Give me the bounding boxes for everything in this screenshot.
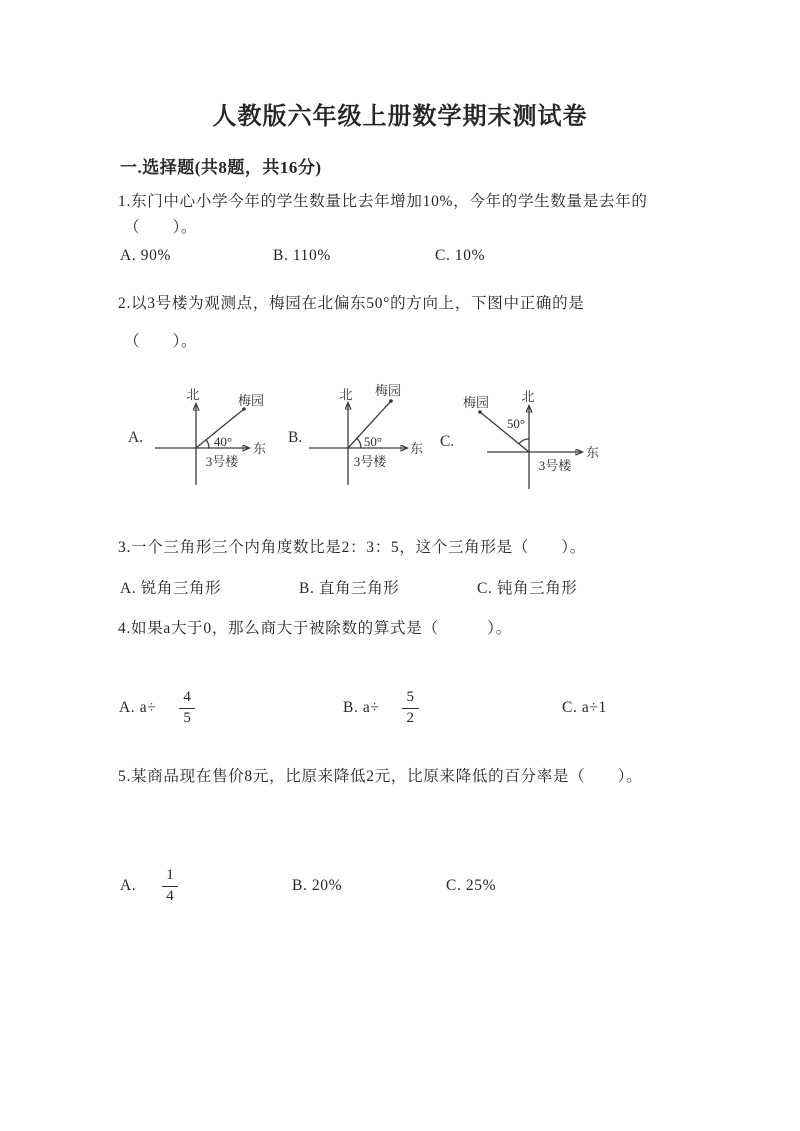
section-heading: 一.选择题(共8题，共16分) (120, 158, 322, 177)
q1-option-b: B. 110% (273, 247, 331, 264)
q5-option-a (120, 866, 178, 906)
q2-answer-blank: （ ）。 (124, 333, 198, 350)
north-label: 北 (339, 387, 353, 402)
q4-option-b (343, 688, 419, 728)
q4-option-b-prefix: B. a÷ (343, 699, 380, 716)
q5-option-c (446, 866, 496, 906)
building-label: 3号楼 (353, 454, 387, 469)
angle-arc (357, 438, 361, 448)
fraction-five-halves (402, 689, 418, 727)
q5-text-line1: 5.某商品现在售价8元，比原来降低2元，比原来降低的百分率是（ ）。 (118, 768, 643, 785)
q5-option-a-prefix: A. (120, 877, 137, 894)
building-label: 3号楼 (205, 454, 239, 469)
east-label: 东 (410, 441, 424, 456)
angle-arc (206, 440, 209, 448)
place-dot (389, 399, 393, 403)
q3-text-line1: 3.一个三角形三个内角度数比是2：3：5，这个三角形是（ ）。 (118, 539, 587, 556)
building-label: 3号楼 (538, 458, 572, 473)
place-label: 梅园 (374, 383, 402, 398)
fraction-numerator: 4 (179, 689, 195, 708)
angle-label: 40° (213, 434, 233, 449)
q1-option-a: A. 90% (120, 247, 171, 264)
q2-diagram-a (120, 375, 285, 510)
q4-option-a-prefix: A. a÷ (119, 699, 157, 716)
q1-options-row (0, 247, 800, 287)
angle-label: 50° (506, 416, 526, 431)
place-label: 梅园 (462, 395, 490, 410)
fraction-denominator: 4 (166, 887, 175, 904)
north-label: 北 (186, 387, 200, 402)
q4-option-c (562, 688, 607, 728)
diagram-b-letter: B. (288, 429, 303, 446)
q5-option-b (292, 866, 342, 906)
diagram-c-letter: C. (440, 433, 455, 450)
q4-option-a (119, 688, 195, 728)
q5-option-c-text: C. 25% (446, 877, 497, 894)
fraction-one-quarter (162, 867, 178, 905)
q3-option-b: B. 直角三角形 (299, 580, 400, 597)
q4-options-row (0, 688, 800, 728)
east-label: 东 (586, 445, 600, 460)
fraction-numerator: 1 (162, 867, 178, 886)
place-label: 梅园 (237, 393, 265, 408)
angle-label: 50° (363, 434, 383, 449)
fraction-denominator: 2 (406, 709, 415, 726)
q3-option-a: A. 锐角三角形 (120, 580, 222, 597)
fraction-numerator: 5 (402, 689, 418, 708)
q2-diagram-b (285, 375, 435, 510)
fraction-denominator: 5 (183, 709, 192, 726)
east-label: 东 (253, 441, 267, 456)
q1-text-line1: 1.东门中心小学今年的学生数量比去年增加10%，今年的学生数量是去年的 (118, 193, 648, 210)
q2-text-line1: 2.以3号楼为观测点，梅园在北偏东50°的方向上，下图中正确的是 (118, 295, 585, 312)
q4-option-c-text: C. a÷1 (562, 699, 607, 716)
angle-arc (519, 439, 529, 444)
q1-option-c: C. 10% (435, 247, 486, 264)
q5-options-row (0, 866, 800, 906)
place-dot (478, 410, 482, 414)
q1-answer-blank: （ ）。 (124, 219, 198, 236)
fraction-four-fifths (179, 689, 195, 727)
diagram-a-letter: A. (128, 429, 144, 446)
q4-text-line1: 4.如果a大于0，那么商大于被除数的算式是（ ）。 (118, 620, 512, 637)
north-label: 北 (521, 389, 535, 404)
page-title: 人教版六年级上册数学期末测试卷 (212, 104, 588, 130)
q5-option-b-text: B. 20% (292, 877, 343, 894)
q3-options-row (0, 576, 800, 616)
q2-diagram-c (435, 375, 605, 510)
q3-option-c: C. 钝角三角形 (477, 580, 578, 597)
